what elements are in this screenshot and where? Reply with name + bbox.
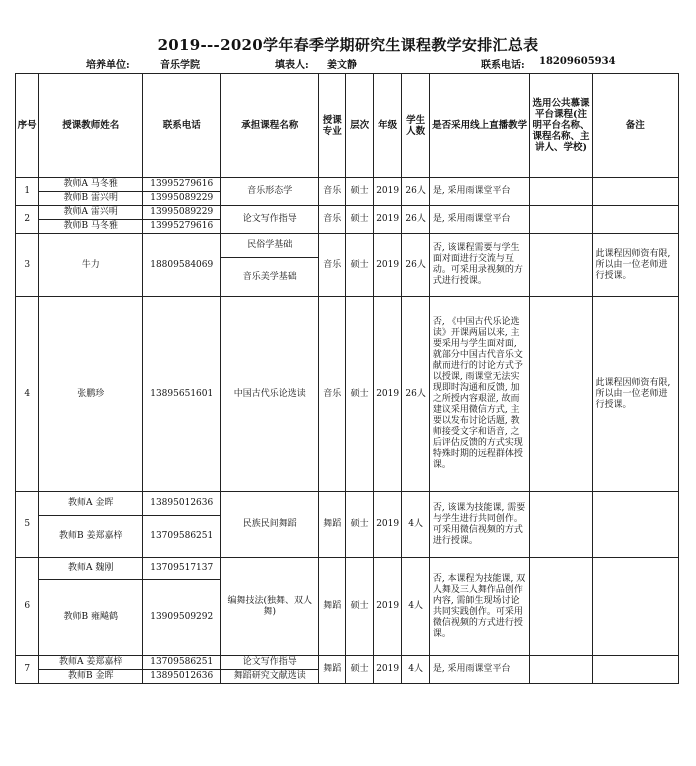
cell-phone: 18809584069 [143, 234, 221, 297]
cell-remark [592, 178, 679, 206]
header-grade: 年级 [373, 74, 401, 178]
cell-major: 舞蹈 [319, 656, 346, 684]
cell-course: 舞蹈研究文献选读 [221, 670, 319, 684]
table-row [16, 234, 679, 258]
cell-teacher: 教师B 金晖 [39, 670, 143, 684]
schedule-table [15, 73, 679, 684]
table-row [16, 178, 679, 192]
cell-count: 4人 [402, 656, 429, 684]
cell-count: 26人 [402, 206, 429, 234]
cell-phone: 13709517137 [143, 558, 221, 580]
header-phone: 联系电话 [143, 74, 221, 178]
cell-phone: 13995279616 [143, 220, 221, 234]
cell-level: 硕士 [346, 234, 373, 297]
header-seq: 序号 [16, 74, 39, 178]
cell-major: 舞蹈 [319, 558, 346, 656]
cell-online: 否, 本课程为技能课, 双人舞及三人舞作品创作内容, 需師生现场讨论共同实践创作。可采用微信视频的方式进行授课。 [429, 558, 530, 656]
cell-course: 民族民间舞蹈 [221, 492, 319, 558]
cell-course: 民俗学基础 [221, 234, 319, 258]
cell-course: 论文写作指导 [221, 206, 319, 234]
cell-teacher: 教师A 魏刚 [39, 558, 143, 580]
cell-teacher: 教师A 马冬雅 [39, 178, 143, 192]
cell-online: 否, 该课为技能课, 需要与学生进行共同创作。可采用微信视频的方式进行授课。 [429, 492, 530, 558]
cell-teacher: 教师A 姜郑嘉梓 [39, 656, 143, 670]
unit-value: 音乐学院 [160, 60, 200, 71]
cell-online: 是, 采用雨课堂平台 [429, 656, 530, 684]
cell-seq: 2 [16, 206, 39, 234]
cell-phone: 13995279616 [143, 178, 221, 192]
cell-teacher: 教师B 马冬雅 [39, 220, 143, 234]
cell-teacher: 教师A 金晖 [39, 492, 143, 516]
cell-remark [592, 206, 679, 234]
cell-online: 否, 《中国古代乐论选读》开课两届以来, 主要采用与学生面对面, 就部分中国古代音乐文献而进行的讨论方式予以授课, 雨课堂无法实现即时沟通和反馈, 加之所授内容艰涩, 故而建议采用微信方式, 主要以发布讨论话题, 教师接受文字和语音, 之后评估反馈的方式实现特殊时期的远程群体授课。 [429, 297, 530, 492]
header-level: 层次 [346, 74, 373, 178]
cell-grade: 2019 [373, 558, 401, 656]
cell-seq: 3 [16, 234, 39, 297]
cell-major: 音乐 [319, 297, 346, 492]
cell-course: 编舞技法(独舞、双人舞) [221, 558, 319, 656]
table-row [16, 297, 679, 492]
header-major: 授课专业 [319, 74, 346, 178]
header-count: 学生人数 [402, 74, 429, 178]
cell-level: 硕士 [346, 206, 373, 234]
cell-teacher: 教师B 姜郑嘉梓 [39, 516, 143, 558]
cell-phone: 13895651601 [143, 297, 221, 492]
cell-count: 26人 [402, 178, 429, 206]
cell-seq: 4 [16, 297, 39, 492]
cell-course: 音乐美学基础 [221, 258, 319, 297]
header-remark: 备注 [592, 74, 679, 178]
cell-level: 硕士 [346, 492, 373, 558]
cell-grade: 2019 [373, 206, 401, 234]
cell-grade: 2019 [373, 178, 401, 206]
cell-count: 4人 [402, 558, 429, 656]
cell-remark: 此课程因师资有限, 所以由一位老师进行授课。 [592, 234, 679, 297]
cell-online: 否, 该课程需要与学生面对面进行交流与互动。可采用录视频的方式进行授课。 [429, 234, 530, 297]
cell-count: 4人 [402, 492, 429, 558]
cell-course: 音乐形态学 [221, 178, 319, 206]
cell-platform [530, 558, 592, 656]
header-row [16, 74, 679, 178]
cell-grade: 2019 [373, 234, 401, 297]
cell-phone: 13995089229 [143, 206, 221, 220]
cell-major: 舞蹈 [319, 492, 346, 558]
table-row [16, 558, 679, 580]
cell-major: 音乐 [319, 206, 346, 234]
cell-remark: 此课程因师资有限, 所以由一位老师进行授课。 [592, 297, 679, 492]
cell-seq: 6 [16, 558, 39, 656]
phone-value: 18209605934 [539, 56, 616, 67]
cell-level: 硕士 [346, 178, 373, 206]
cell-grade: 2019 [373, 492, 401, 558]
cell-phone: 13709586251 [143, 516, 221, 558]
phone-label: 联系电话: [481, 60, 525, 71]
cell-teacher: 张鹏珍 [39, 297, 143, 492]
cell-count: 26人 [402, 234, 429, 297]
document-title: 2019---2020学年春季学期研究生课程教学安排汇总表 [157, 36, 539, 54]
filler-value: 姜文静 [327, 60, 357, 71]
cell-level: 硕士 [346, 558, 373, 656]
cell-phone: 13895012636 [143, 492, 221, 516]
unit-label: 培养单位: [86, 60, 130, 71]
cell-seq: 5 [16, 492, 39, 558]
cell-count: 26人 [402, 297, 429, 492]
cell-phone: 13709586251 [143, 656, 221, 670]
cell-platform [530, 297, 592, 492]
cell-grade: 2019 [373, 656, 401, 684]
cell-level: 硕士 [346, 656, 373, 684]
header-platform: 选用公共慕课平台课程(注明平台名称、课程名称、主讲人、学校) [530, 74, 592, 178]
cell-remark [592, 656, 679, 684]
cell-level: 硕士 [346, 297, 373, 492]
cell-course: 论文写作指导 [221, 656, 319, 670]
filler-label: 填表人: [275, 60, 309, 71]
table-row [16, 206, 679, 220]
cell-online: 是, 采用雨课堂平台 [429, 206, 530, 234]
cell-teacher: 教师B 雷兴明 [39, 192, 143, 206]
cell-phone: 13909509292 [143, 580, 221, 656]
cell-grade: 2019 [373, 297, 401, 492]
header-course: 承担课程名称 [221, 74, 319, 178]
table-row [16, 656, 679, 670]
cell-phone: 13995089229 [143, 192, 221, 206]
cell-online: 是, 采用雨课堂平台 [429, 178, 530, 206]
header-teacher: 授课教师姓名 [39, 74, 143, 178]
cell-seq: 7 [16, 656, 39, 684]
cell-remark [592, 558, 679, 656]
cell-platform [530, 178, 592, 206]
cell-major: 音乐 [319, 234, 346, 297]
header-online: 是否采用线上直播教学 [429, 74, 530, 178]
cell-teacher: 教师A 雷兴明 [39, 206, 143, 220]
cell-phone: 13895012636 [143, 670, 221, 684]
cell-platform [530, 656, 592, 684]
cell-teacher: 教师B 雍飚鹤 [39, 580, 143, 656]
cell-seq: 1 [16, 178, 39, 206]
cell-major: 音乐 [319, 178, 346, 206]
cell-teacher: 牛力 [39, 234, 143, 297]
cell-course: 中国古代乐论选读 [221, 297, 319, 492]
cell-platform [530, 492, 592, 558]
table-row [16, 492, 679, 516]
cell-remark [592, 492, 679, 558]
cell-platform [530, 234, 592, 297]
cell-platform [530, 206, 592, 234]
